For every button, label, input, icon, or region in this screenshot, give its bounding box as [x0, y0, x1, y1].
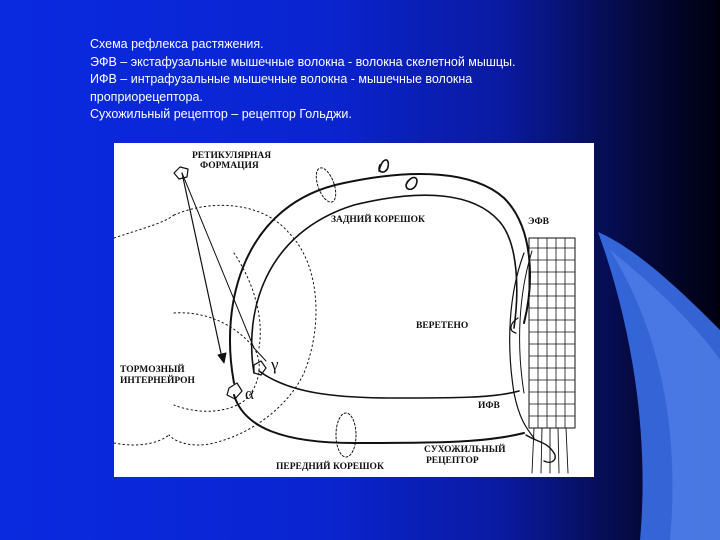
reticular-neuron	[174, 167, 188, 179]
caption-line-1: Схема рефлекса растяжения.	[90, 37, 264, 51]
label-reticular-2: ФОРМАЦИЯ	[200, 161, 259, 171]
caption-line-2: ЭФВ – экстафузальные мышечные волокна - волокна скелетной мышцы.	[90, 54, 516, 69]
label-efv: ЭФВ	[528, 217, 549, 227]
label-alpha: α	[245, 384, 254, 403]
reticular-tract	[182, 173, 222, 358]
afferent-fiber-outer	[230, 174, 530, 383]
label-interneuron-2: ИНТЕРНЕЙРОН	[120, 376, 195, 386]
ventral-root-bundle	[336, 413, 356, 457]
spinal-cord-outline	[169, 205, 316, 445]
label-gamma: γ	[271, 355, 279, 374]
label-tendon-2: РЕЦЕПТОР	[426, 456, 479, 466]
label-ventral-root: ПЕРЕДНИЙ КОРЕШОК	[276, 462, 384, 472]
caption-line-4: проприорецептора.	[90, 89, 203, 104]
label-tendon-1: СУХОЖИЛЬНЫЙ	[424, 445, 506, 455]
stretch-reflex-diagram	[114, 143, 594, 477]
caption-line-3: ИФВ – интрафузальные мышечные волокна - мышечные волокна	[90, 72, 473, 86]
diagram-drawing	[114, 143, 594, 477]
label-ifv: ИФВ	[478, 401, 500, 411]
gamma-motor-neuron	[254, 361, 266, 375]
extrafusal-fibers	[529, 238, 575, 428]
label-reticular-1: РЕТИКУЛЯРНАЯ	[192, 151, 272, 161]
caption	[90, 36, 650, 124]
interneuron-body	[218, 353, 226, 363]
label-dorsal-root: ЗАДНИЙ КОРЕШОК	[331, 215, 425, 225]
label-spindle: ВЕРЕТЕНО	[416, 321, 469, 331]
label-interneuron-1: ТОРМОЗНЫЙ	[120, 365, 185, 375]
golgi-tendon-organ	[526, 428, 568, 473]
caption-line-5: Сухожильный рецептор – рецептор Гольджи.	[90, 107, 352, 121]
